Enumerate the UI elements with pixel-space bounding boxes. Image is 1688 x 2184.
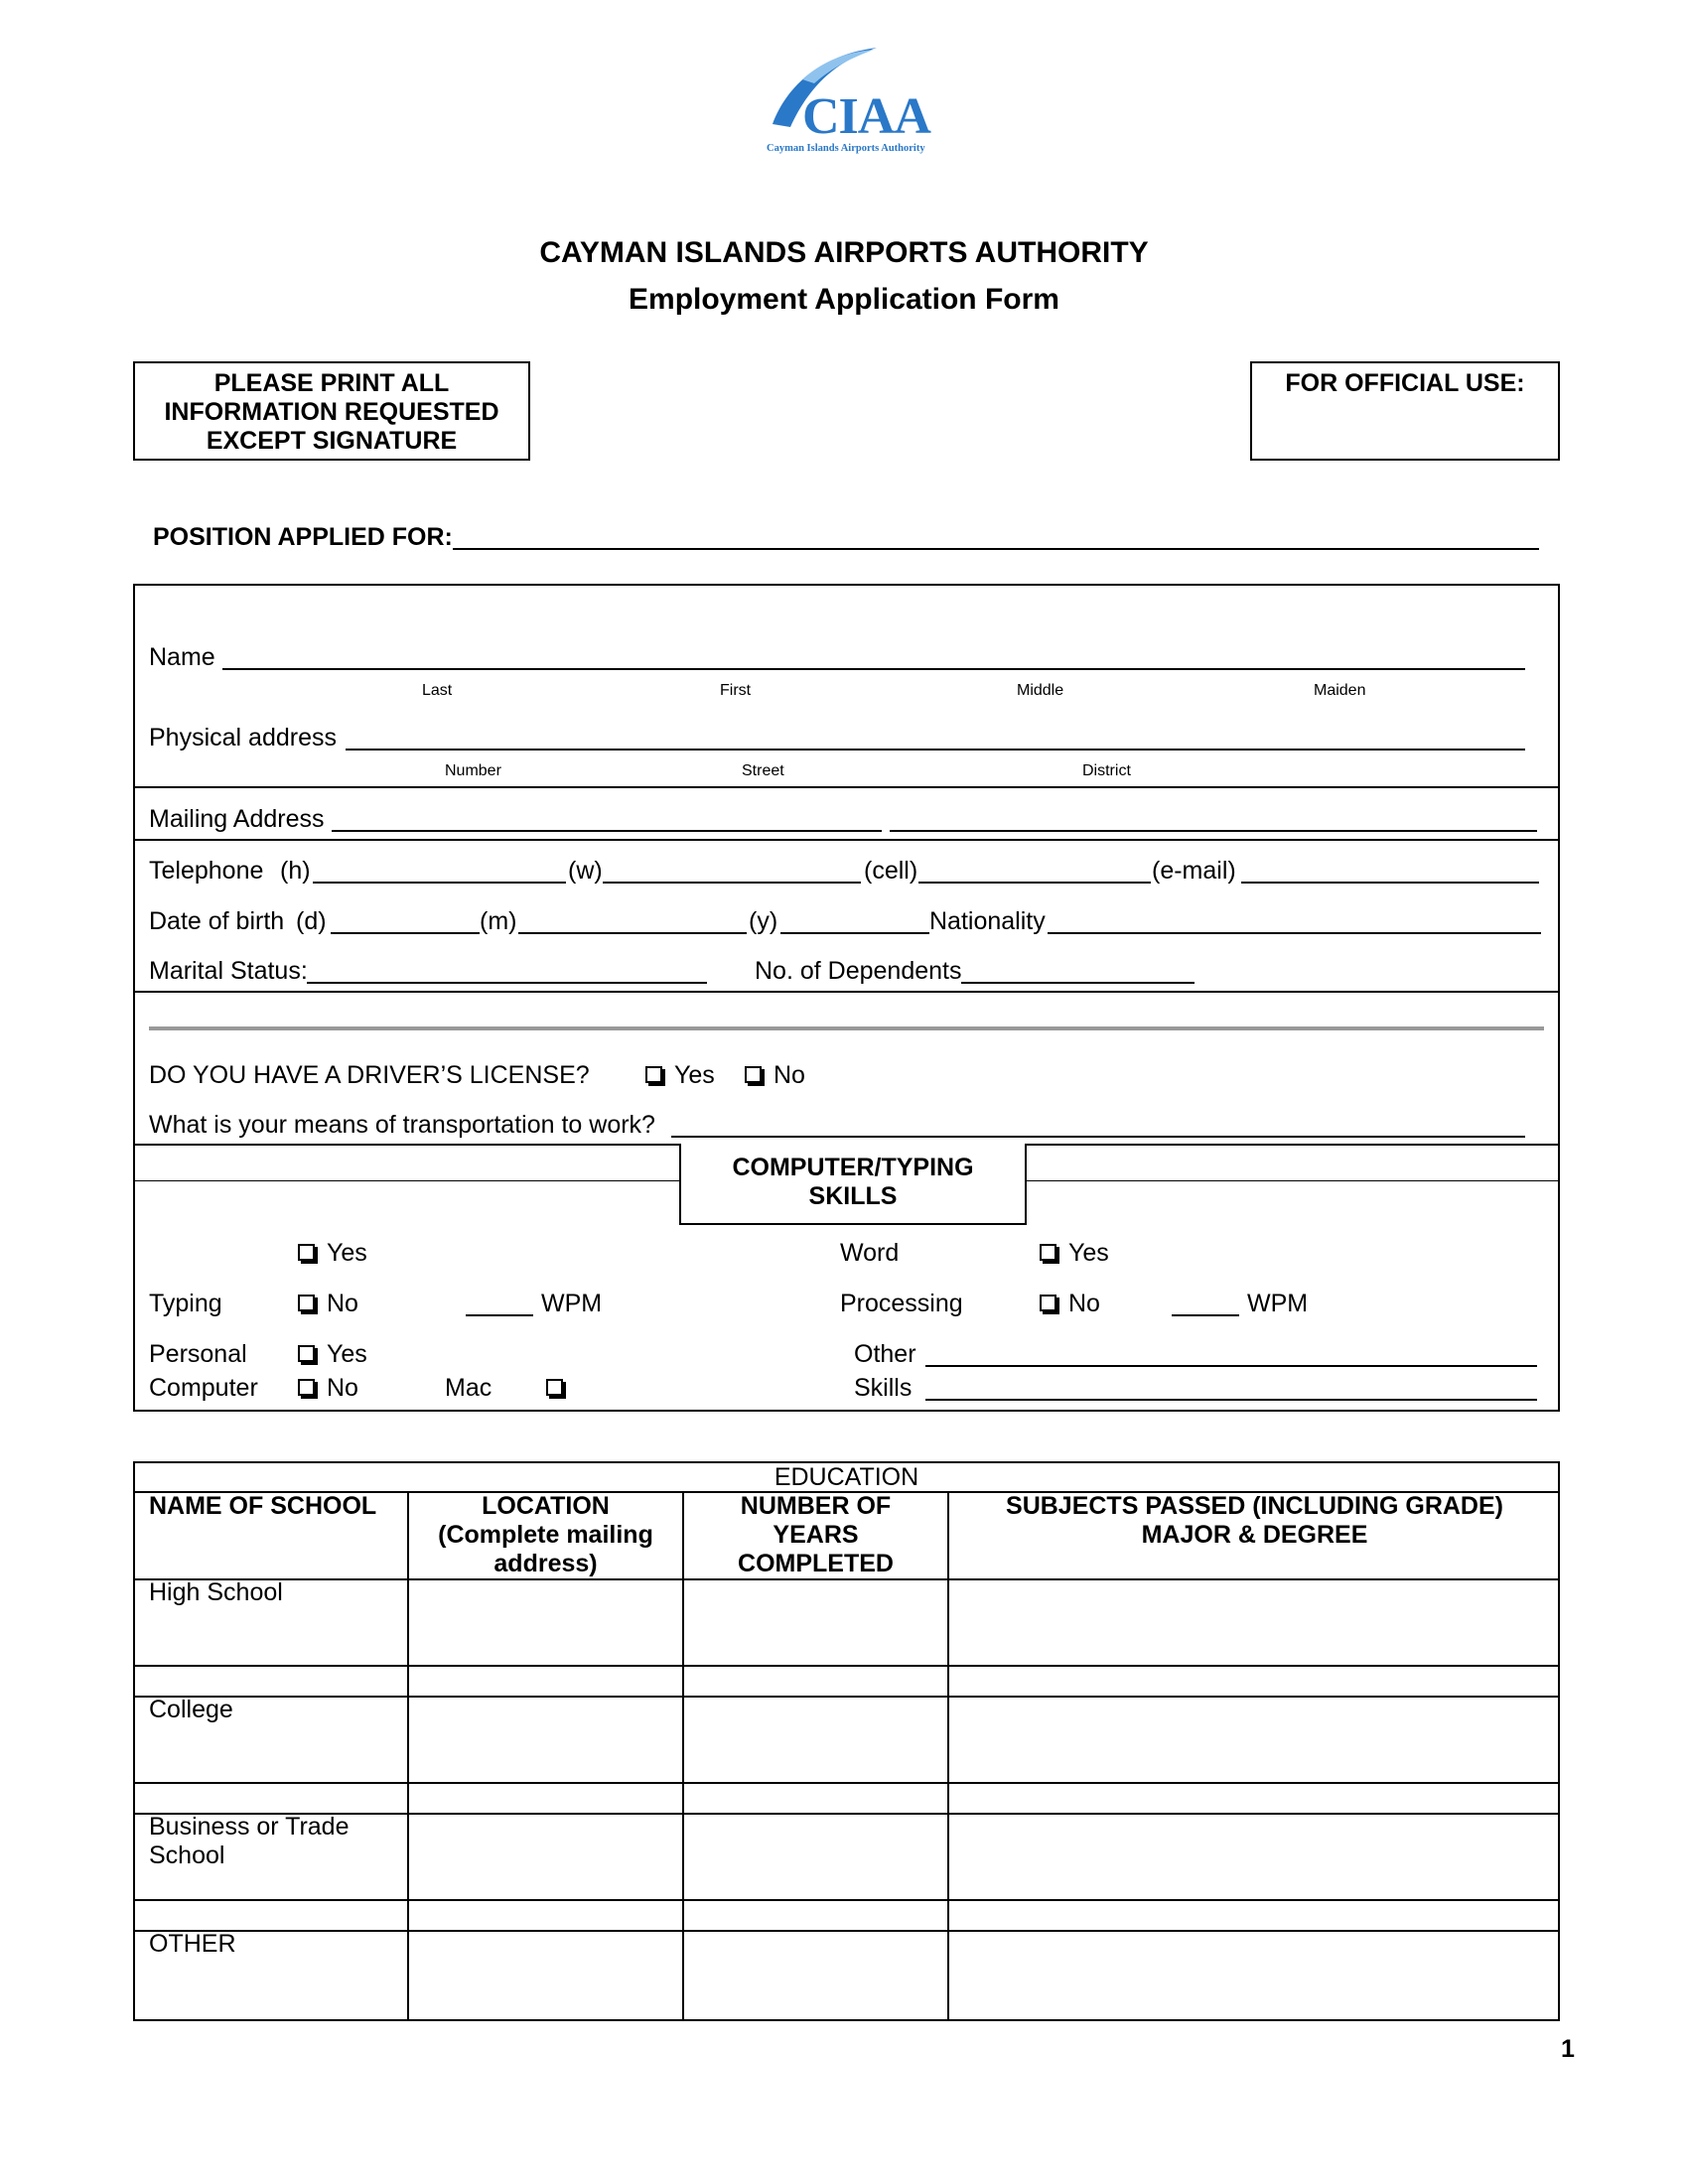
tel-h-field[interactable] bbox=[313, 882, 566, 884]
col-header-years bbox=[684, 1492, 947, 1578]
name-field[interactable] bbox=[222, 668, 1525, 670]
divider bbox=[133, 839, 1560, 841]
word-no-option[interactable] bbox=[1040, 1292, 1100, 1316]
yes-label: Yes bbox=[674, 1061, 715, 1089]
physical-part-number: Number bbox=[445, 762, 501, 779]
checkbox-icon[interactable] bbox=[298, 1345, 315, 1362]
skills-header-box bbox=[679, 1144, 1027, 1225]
other-skills-field-1[interactable] bbox=[925, 1365, 1537, 1367]
table-line bbox=[133, 1930, 1560, 1932]
checkbox-icon[interactable] bbox=[298, 1379, 315, 1396]
other-skills-label: Other bbox=[854, 1340, 916, 1368]
page-number: 1 bbox=[1561, 2035, 1575, 2063]
gray-divider bbox=[149, 1026, 1544, 1030]
checkbox-icon[interactable] bbox=[1040, 1244, 1056, 1261]
divider bbox=[133, 786, 1560, 788]
marital-status-label: Marital Status: bbox=[149, 957, 308, 985]
table-line bbox=[133, 1578, 1560, 1580]
row-label-line: Business or Trade bbox=[149, 1813, 350, 1841]
no-label: No bbox=[1068, 1290, 1100, 1317]
logo-tagline: Cayman Islands Airports Authority bbox=[767, 143, 925, 154]
dob-y-field[interactable] bbox=[780, 932, 929, 934]
name-part-maiden: Maiden bbox=[1314, 682, 1366, 699]
education-title: EDUCATION bbox=[774, 1463, 919, 1491]
row-college: College bbox=[149, 1696, 233, 1723]
row-label-line: School bbox=[149, 1842, 225, 1869]
col-header-line: MAJOR & DEGREE bbox=[1141, 1521, 1368, 1549]
transport-label: What is your means of transportation to work? bbox=[149, 1111, 655, 1139]
official-use-label: FOR OFFICIAL USE: bbox=[1285, 369, 1525, 397]
col-header-line: SUBJECTS PASSED (INCLUDING GRADE) bbox=[1006, 1492, 1503, 1520]
license-yes-option[interactable] bbox=[645, 1063, 715, 1088]
table-line bbox=[133, 1665, 1560, 1667]
pc-label: Computer bbox=[149, 1374, 258, 1402]
checkbox-icon[interactable] bbox=[1040, 1295, 1056, 1311]
col-header-subjects bbox=[949, 1492, 1560, 1550]
nationality-label: Nationality bbox=[929, 907, 1046, 935]
nationality-field[interactable] bbox=[1048, 932, 1541, 934]
tel-cell-field[interactable] bbox=[918, 882, 1151, 884]
name-part-first: First bbox=[720, 682, 752, 699]
wpm-label: WPM bbox=[541, 1290, 603, 1317]
table-line bbox=[133, 1899, 1560, 1901]
yes-label: Yes bbox=[327, 1340, 367, 1368]
yes-label: Yes bbox=[327, 1239, 367, 1267]
print-notice-box bbox=[133, 361, 530, 461]
mac-label: Mac bbox=[445, 1374, 492, 1402]
table-col-line bbox=[947, 1491, 949, 2021]
col-header-line: LOCATION bbox=[482, 1492, 610, 1520]
checkbox-icon[interactable] bbox=[745, 1066, 762, 1083]
tel-h-label: (h) bbox=[280, 857, 311, 885]
dob-d-label: (d) bbox=[296, 907, 327, 935]
physical-address-label: Physical address bbox=[149, 724, 337, 751]
physical-part-district: District bbox=[1082, 762, 1131, 779]
logo-text: CIAA bbox=[802, 88, 930, 145]
physical-address-field[interactable] bbox=[346, 749, 1525, 751]
mailing-address-field-2[interactable] bbox=[890, 830, 1537, 832]
checkbox-icon[interactable] bbox=[546, 1379, 563, 1396]
skills-header: COMPUTER/TYPING bbox=[732, 1154, 974, 1181]
mailing-address-field-1[interactable] bbox=[332, 830, 882, 832]
row-trade-school bbox=[149, 1813, 350, 1870]
typing-no-option[interactable] bbox=[298, 1292, 358, 1316]
typing-yes-option[interactable] bbox=[298, 1241, 367, 1266]
wpm-label: WPM bbox=[1247, 1290, 1309, 1317]
typing-wpm-field[interactable] bbox=[466, 1314, 533, 1316]
marital-status-field[interactable] bbox=[307, 982, 707, 984]
mailing-address-label: Mailing Address bbox=[149, 805, 325, 833]
notice-line: PLEASE PRINT ALL bbox=[213, 369, 450, 397]
physical-part-street: Street bbox=[742, 762, 784, 779]
dob-m-label: (m) bbox=[480, 907, 517, 935]
processing-label: Processing bbox=[840, 1290, 963, 1317]
mac-option[interactable] bbox=[546, 1376, 575, 1401]
transport-field[interactable] bbox=[671, 1136, 1525, 1138]
dependents-field[interactable] bbox=[961, 982, 1195, 984]
official-use-box bbox=[1250, 361, 1560, 461]
tel-email-field[interactable] bbox=[1241, 882, 1539, 884]
name-part-last: Last bbox=[422, 682, 453, 699]
tel-w-field[interactable] bbox=[603, 882, 861, 884]
skills-header: SKILLS bbox=[808, 1182, 898, 1210]
yes-label: Yes bbox=[1068, 1239, 1109, 1267]
no-label: No bbox=[327, 1374, 358, 1402]
telephone-label: Telephone bbox=[149, 857, 264, 885]
word-label: Word bbox=[840, 1239, 900, 1267]
row-high-school: High School bbox=[149, 1578, 283, 1606]
tel-cell-label: (cell) bbox=[864, 857, 918, 885]
dob-y-label: (y) bbox=[749, 907, 778, 935]
license-question: DO YOU HAVE A DRIVER’S LICENSE? bbox=[149, 1061, 590, 1089]
checkbox-icon[interactable] bbox=[298, 1244, 315, 1261]
col-header-line: NUMBER OF bbox=[740, 1492, 892, 1520]
checkbox-icon[interactable] bbox=[298, 1295, 315, 1311]
col-header-line: (Complete mailing bbox=[438, 1521, 653, 1549]
position-label: POSITION APPLIED FOR: bbox=[153, 523, 453, 551]
pc-no-option[interactable] bbox=[298, 1376, 358, 1401]
license-no-option[interactable] bbox=[745, 1063, 805, 1088]
divider bbox=[1027, 1180, 1560, 1181]
word-yes-option[interactable] bbox=[1040, 1241, 1109, 1266]
table-line bbox=[133, 1782, 1560, 1784]
checkbox-icon[interactable] bbox=[645, 1066, 662, 1083]
org-title: CAYMAN ISLANDS AIRPORTS AUTHORITY bbox=[539, 236, 1149, 269]
col-header-line: YEARS bbox=[773, 1521, 859, 1549]
divider bbox=[133, 1180, 679, 1181]
name-label: Name bbox=[149, 643, 215, 671]
col-header-school: NAME OF SCHOOL bbox=[149, 1492, 377, 1520]
dob-label: Date of birth bbox=[149, 907, 285, 935]
notice-line: EXCEPT SIGNATURE bbox=[206, 427, 458, 455]
col-header-location bbox=[409, 1492, 682, 1578]
form-title: Employment Application Form bbox=[629, 283, 1059, 316]
row-other: OTHER bbox=[149, 1930, 236, 1958]
notice-line: INFORMATION REQUESTED bbox=[164, 398, 499, 426]
no-label: No bbox=[327, 1290, 358, 1317]
dob-m-field[interactable] bbox=[518, 932, 747, 934]
other-skills-field-2[interactable] bbox=[925, 1399, 1537, 1401]
word-wpm-field[interactable] bbox=[1172, 1314, 1239, 1316]
position-field[interactable] bbox=[453, 548, 1539, 550]
typing-label: Typing bbox=[149, 1290, 222, 1317]
col-header-line: address) bbox=[493, 1550, 598, 1577]
pc-label: Personal bbox=[149, 1340, 247, 1368]
ciaa-logo bbox=[755, 40, 953, 159]
other-skills-label: Skills bbox=[854, 1374, 913, 1402]
divider bbox=[133, 991, 1560, 993]
col-header-line: COMPLETED bbox=[738, 1550, 894, 1577]
tel-w-label: (w) bbox=[568, 857, 603, 885]
dependents-label: No. of Dependents bbox=[755, 957, 962, 985]
tel-email-label: (e-mail) bbox=[1152, 857, 1236, 885]
pc-yes-option[interactable] bbox=[298, 1342, 367, 1367]
dob-d-field[interactable] bbox=[331, 932, 480, 934]
personal-info-box bbox=[133, 584, 1560, 1412]
table-line bbox=[133, 1696, 1560, 1698]
name-part-middle: Middle bbox=[1017, 682, 1064, 699]
no-label: No bbox=[774, 1061, 805, 1089]
